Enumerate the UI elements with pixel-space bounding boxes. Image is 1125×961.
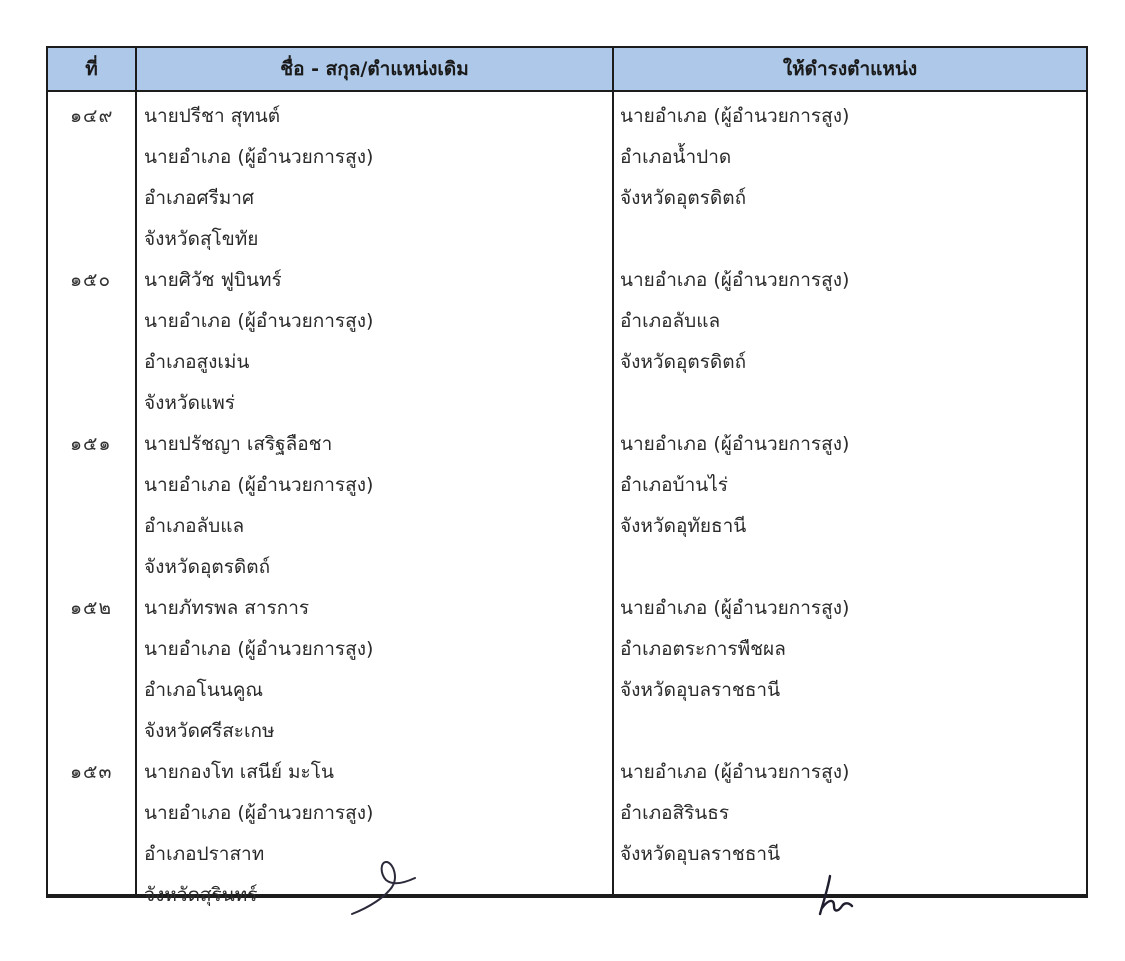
entry-number: ๑๕๒ (70, 597, 112, 619)
entry-number: ๑๔๙ (70, 105, 114, 127)
new-title: นายอำเภอ (ผู้อำนวยการสูง) (620, 761, 850, 783)
header-number: ที่ (48, 48, 137, 90)
previous-district: อำเภอปราสาท (144, 843, 265, 865)
previous-title: นายอำเภอ (ผู้อำนวยการสูง) (144, 802, 374, 824)
new-position-cell (620, 96, 849, 219)
table-row (48, 260, 1086, 424)
new-position-cell (620, 260, 849, 383)
previous-position-cell (144, 96, 373, 260)
previous-position-cell (144, 424, 373, 588)
previous-district: อำเภอโนนคูณ (144, 679, 264, 701)
header-previous-position: ชื่อ - สกุล/ตำแหน่งเดิม (137, 48, 614, 90)
previous-province: จังหวัดอุตรดิตถ์ (144, 556, 271, 578)
previous-province: จังหวัดศรีสะเกษ (144, 720, 275, 742)
table-row (48, 588, 1086, 752)
previous-province: จังหวัดสุโขทัย (144, 228, 259, 250)
previous-province: จังหวัดแพร่ (144, 392, 235, 414)
new-province: จังหวัดอุบลราชธานี (620, 679, 781, 701)
table-header-row (48, 48, 1086, 92)
table-body (48, 96, 1086, 916)
table-row (48, 96, 1086, 260)
entry-number: ๑๕๓ (70, 761, 113, 783)
entry-number: ๑๕๐ (70, 269, 112, 291)
table-row (48, 752, 1086, 916)
new-province: จังหวัดอุทัยธานี (620, 515, 747, 537)
new-position-cell (620, 752, 849, 875)
new-district: อำเภอน้ำปาด (620, 146, 732, 168)
person-name: นายศิวัช ฟูบินทร์ (144, 269, 282, 291)
person-name: นายปรัชญา เสริฐลือชา (144, 433, 333, 455)
previous-title: นายอำเภอ (ผู้อำนวยการสูง) (144, 146, 374, 168)
person-name: นายกองโท เสนีย์ มะโน (144, 761, 334, 783)
previous-title: นายอำเภอ (ผู้อำนวยการสูง) (144, 638, 374, 660)
previous-position-cell (144, 588, 373, 752)
previous-position-cell (144, 752, 373, 916)
new-position-cell (620, 588, 849, 711)
new-province: จังหวัดอุตรดิตถ์ (620, 351, 747, 373)
new-district: อำเภอสิรินธร (620, 802, 730, 824)
previous-district: อำเภอสูงเม่น (144, 351, 250, 373)
previous-title: นายอำเภอ (ผู้อำนวยการสูง) (144, 310, 374, 332)
new-district: อำเภอลับแล (620, 310, 721, 332)
previous-position-cell (144, 260, 373, 424)
table-row (48, 424, 1086, 588)
new-province: จังหวัดอุตรดิตถ์ (620, 187, 747, 209)
header-new-position: ให้ดำรงตำแหน่ง (782, 58, 918, 80)
new-district: อำเภอบ้านไร่ (620, 474, 728, 496)
new-title: นายอำเภอ (ผู้อำนวยการสูง) (620, 597, 850, 619)
new-district: อำเภอตระการพืชผล (620, 638, 786, 660)
new-position-cell (620, 424, 849, 547)
previous-district: อำเภอลับแล (144, 515, 245, 537)
new-province: จังหวัดอุบลราชธานี (620, 843, 781, 865)
previous-title: นายอำเภอ (ผู้อำนวยการสูง) (144, 474, 374, 496)
new-title: นายอำเภอ (ผู้อำนวยการสูง) (620, 433, 850, 455)
new-title: นายอำเภอ (ผู้อำนวยการสูง) (620, 105, 850, 127)
entry-number: ๑๕๑ (70, 433, 112, 455)
previous-district: อำเภอศรีมาศ (144, 187, 255, 209)
new-title: นายอำเภอ (ผู้อำนวยการสูง) (620, 269, 850, 291)
person-name: นายปรีชา สุทนต์ (144, 105, 281, 127)
person-name: นายภัทรพล สารการ (144, 597, 310, 619)
previous-province: จังหวัดสุรินทร์ (144, 884, 258, 906)
appointment-table (46, 46, 1088, 906)
